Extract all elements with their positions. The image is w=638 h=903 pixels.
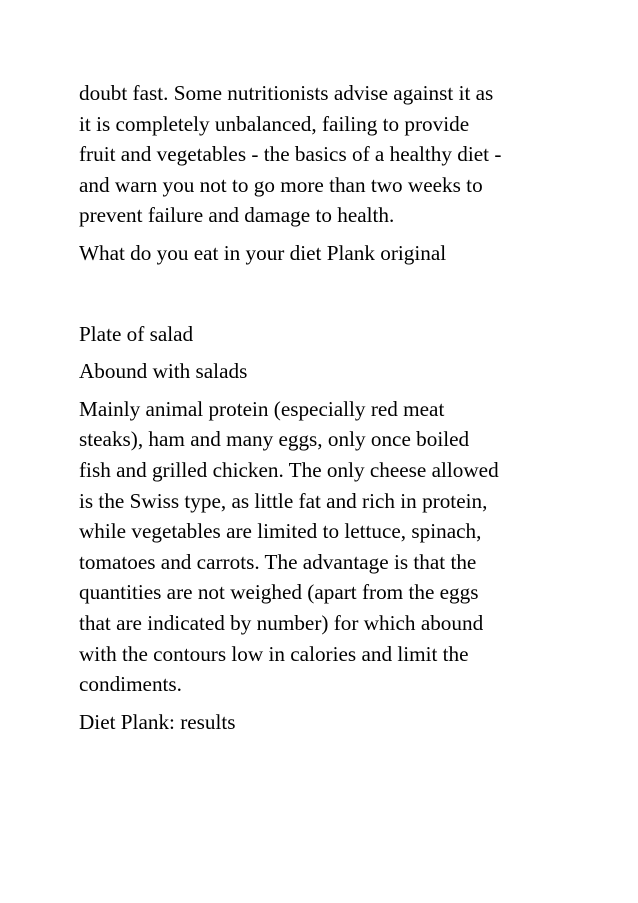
text-line: Mainly animal protein (especially red meat (79, 396, 445, 421)
paragraph-intro (79, 78, 569, 231)
text-line: with the contours low in calories and limit the (79, 641, 469, 666)
text-line: steaks), ham and many eggs, only once boiled (79, 427, 470, 452)
text-line: is the Swiss type, as little fat and rich in protein, (79, 488, 488, 513)
text-line: while vegetables are limited to lettuce, spinach, (79, 519, 482, 544)
text-line: Plate of salad (79, 321, 194, 346)
paragraph-subheading (79, 356, 569, 387)
text-line: fish and grilled chicken. The only cheese allowed (79, 457, 499, 482)
text-line: fruit and vegetables - the basics of a healthy diet - (79, 142, 502, 167)
paragraph-results-heading (79, 707, 569, 738)
text-line: What do you eat in your diet Plank original (79, 240, 447, 265)
text-line: prevent failure and damage to health. (79, 203, 395, 228)
text-line: and warn you not to go more than two weeks to (79, 172, 483, 197)
text-line: condiments. (79, 672, 182, 697)
document-body (79, 78, 569, 737)
text-line: Diet Plank: results (79, 709, 236, 734)
paragraph-main (79, 394, 569, 700)
text-line: doubt fast. Some nutritionists advise against it as (79, 81, 494, 105)
text-line: that are indicated by number) for which abound (79, 610, 484, 635)
paragraph-question (79, 238, 569, 269)
text-line: it is completely unbalanced, failing to provide (79, 111, 470, 136)
paragraph-caption (79, 319, 569, 350)
text-line: quantities are not weighed (apart from the eggs (79, 580, 479, 605)
text-line: tomatoes and carrots. The advantage is that the (79, 549, 477, 574)
text-line: Abound with salads (79, 359, 248, 384)
